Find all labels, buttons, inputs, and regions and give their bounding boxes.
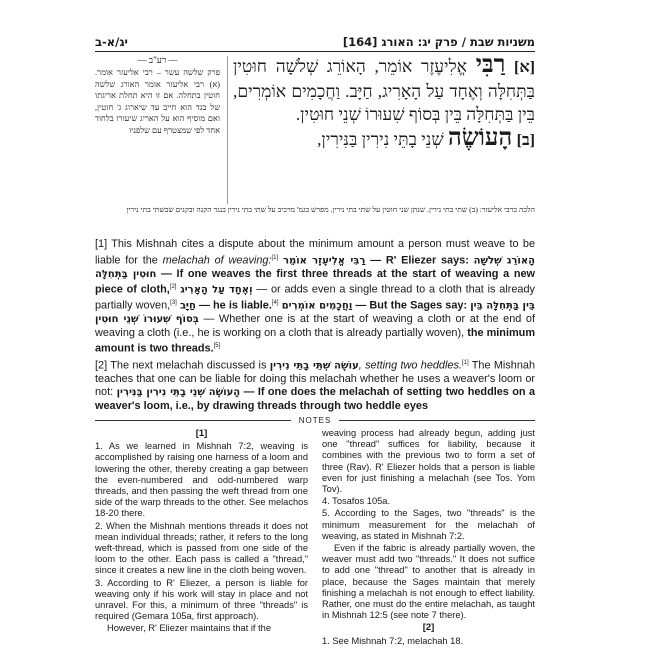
en-bold: — If one weaves the first three threads at the start of weaving a new piece of cloth,: [95, 267, 535, 296]
en-text: [1] This Mishnah cites a dispute about the minimum amount a person must weave to be liable for the: [95, 238, 535, 267]
hebrew-phrase: הָאוֹרֵג שְׁלֹשָׁה חוּטִין בַּתְּחִלָּה: [95, 255, 536, 280]
header-rule: [95, 51, 535, 52]
mishnah-2-number: [ב]: [516, 131, 535, 149]
mishnah-1-number: [א]: [514, 59, 535, 76]
en-bold: — he is liable.: [195, 299, 272, 312]
sidebar-ref: — רע"ב —: [137, 55, 178, 65]
notes-heading: [95, 416, 535, 425]
english-para-2: [2] The next melachah discussed is עוֹשֶׂה שְׁתֵּי בָתֵּי נִירִין, setting two heddles.[1] The Mishnah teaches that one can be liable for doing this melachah whether he uses a weaver's loom or not: הָעוֹשֶׂה שְׁנֵי בָתֵּי נִירִין בַּנִּירִין — If one does the melachah of setting two heddles on a weaver's loom, i.e., by drawing threads through two heddle eyes: [95, 359, 536, 412]
notes-rule-right: [339, 420, 535, 421]
note-5-continued: Even if the fabric is already partially woven, the weaver must add two "threads." It does not suffice to add one "thread" to another that is already in place, because the Sages maintain that merely finishing a melachah is not enough to effect liability. Rather, one must do the entire melachah, as taught in Mishnah 12:5 (see note 7 there).: [322, 543, 535, 621]
english-para-1: [1] This Mishnah cites a dispute about the minimum amount a person must weave to be liable for the melachah of weaving:[1] רַבִּי אֱלִיעֶזֶר אוֹמֵר — R' Eliezer says: הָאוֹרֵג שְׁלֹשָׁה חוּטִין בַּתְּחִלָּה — If one weaves the first three threads at the start of weaving a new piece of cloth,[2] וְאֶחָד עַל הָאָרִיג — or adds even a single thread to a cloth that is already partially woven,[3] חַיָּב — he is liable.[4] וַחֲכָמִים אוֹמְרִים — But the Sages say: בֵּין בַּתְּחִלָּה בֵּין בְּסוֹף שִׁעוּרוֹ שְׁנֵי חוּטִין — Whether one is at the start of weaving a cloth or at the end of weaving a cloth (i.e., he is working on a cloth that is already partially woven), the minimum amount is two threads.[5]: [95, 238, 536, 355]
mishnah-text: [233, 54, 535, 152]
en-bold: — But the Sages say:: [352, 299, 471, 312]
hebrew-phrase: הָעוֹשֶׂה שְׁנֵי בָתֵּי נִירִין בַּנִּירִין: [116, 387, 241, 399]
hebrew-phrase: וַחֲכָמִים אוֹמְרִים: [281, 300, 353, 312]
note-3-end: weaving process had already begun, adding just one "thread" suffices for liability, because it combines with the previous two to form a set of three (Rav). R' Eliezer holds that a person is liable even for just finishing a melachah (see Tos. Yom Tov).: [322, 428, 535, 495]
en-text: [2] The next melachah discussed is: [95, 359, 270, 372]
hebrew-phrase: בֵּין בַּתְּחִלָּה בֵּין בְּסוֹף שִׁעוּרוֹ שְׁנֵי חוּטִין: [95, 300, 536, 326]
en-bold: — R' Eliezer says:: [365, 254, 474, 267]
notes-group-2-heading: [2]: [422, 622, 435, 634]
notes-rule-left: [95, 420, 291, 421]
en-text: — or adds even a single thread to a cloth that is already partially woven,: [95, 283, 535, 312]
page-number: [164]: [342, 35, 378, 49]
mishnah-1-first-word: רַבִּי: [475, 52, 506, 78]
running-title: משניות שבת / פרק יג: האורג: [381, 35, 535, 49]
note-1: 1. As we learned in Mishnah 7:2, weaving is accomplished by raising one harness of a loom and lowering the other, thereby creating a gap between the even-numbered and odd-numbered warp threads, and then passing the weft thread from one side of the warp threads to the other. See melachos 18-20 there.: [95, 441, 308, 519]
book-page: [95, 34, 535, 646]
en-italic: , setting two heddles.: [358, 359, 462, 372]
running-head: [343, 35, 535, 49]
note-2-1: 1. See Mishnah 7:2, melachah 18.: [322, 635, 464, 646]
notes-column-left: [95, 428, 308, 636]
note-5: 5. According to the Sages, two "threads" is the minimum measurement for the melachah of weaving, as stated in Mishnah 7:2.: [322, 508, 535, 541]
mishnah-1: [233, 54, 535, 127]
hebrew-phrase: רַבִּי אֱלִיעֶזֶר אוֹמֵר: [282, 255, 366, 267]
en-bold: — If one does the melachah of setting two heddles on a weaver's loom, i.e., by drawing threads through two heddle eyes: [95, 386, 536, 412]
column-divider: [227, 56, 228, 204]
hebrew-phrase: עוֹשֶׂה שְׁתֵּי בָתֵּי נִירִין: [269, 360, 359, 372]
notes-title: NOTES: [298, 416, 332, 425]
en-bold: the minimum amount is two threads.: [95, 326, 536, 355]
chapter-ref: יג/א-ב: [95, 35, 128, 49]
rav-commentary-sidebar: [95, 54, 220, 244]
en-text: The Mishnah teaches that one can be liable for doing this melachah whether he uses a weaver's loom or not:: [95, 359, 536, 399]
hebrew-phrase: חַיָּב: [179, 300, 196, 312]
hebrew-phrase: וְאֶחָד עַל הָאָרִיג: [180, 284, 253, 296]
page-header: [95, 34, 535, 50]
sidebar-text: פרק שלשה עשר – רבי אליעזר אומר. (א) רבי אליעזר אומר האורג שלשה חוטין בתחלה. אם זו היא תחלת אריגתו של בגד הוא חייב עד שיארוג ג' חוטין, ואם מוסיף הוא על האריג שיעורו בלחוד אחד לפי שמצטרף עם שלפניו: [95, 68, 220, 136]
en-italic: melachah of weaving:: [162, 254, 272, 267]
en-text: — Whether one is at the start of weaving a cloth or at the end of weaving a cloth (i.e., he is working on a cloth that is already partially woven),: [95, 313, 535, 339]
mishnah-2-body: שְׁנֵי בָתֵּי נִירִין בַּנִּירִין,: [317, 129, 444, 149]
note-3: 3. According to R' Eliezer, a person is liable for weaving only if his work will stay in place and not unravel. For this, a minimum of three "threads" is required (Gemara 105a, first approach).: [95, 577, 308, 622]
mishnah-1-body: אֱלִיעֶזֶר אוֹמֵר, הָאוֹרֵג שְׁלֹשָׁה חוּטִין בַּתְּחִלָּה וְאֶחָד עַל הָאָרִיג, חַיָּב. וַחֲכָמִים אוֹמְרִים, בֵּין בַּתְּחִלָּה בֵּין בְּסוֹף שִׁעוּרוֹ שְׁנֵי חוּטִין.: [233, 57, 535, 124]
english-elucidation: [95, 238, 535, 413]
mishnah-2-first-word: הָעוֹשֶׂה: [447, 124, 513, 151]
notes-column-right: [322, 428, 535, 648]
note-3-continued: However, R' Eliezer maintains that if the: [107, 623, 272, 634]
notes-group-1-heading: [1]: [195, 428, 208, 439]
bottom-commentary: הלכה כרבי אליעזר: (ב) שתי בתי נירין. שנתן שני חוטין על שתי בתי נירין. מפרש בגמ' מרכיב על שתי בתי נירין בנגד הקנה ובקנים שבשתי בתי נירין: [126, 205, 535, 214]
note-4: 4. Tosafos 105a.: [322, 496, 391, 507]
note-2: 2. When the Mishnah mentions threads it does not mean individual threads; rather, it refers to the long weft-thread, which is passed from one side of the loom to the other. Each pass is called a "thread," since it creates a new line in the cloth being woven.: [95, 520, 308, 576]
mishnah-2: [233, 124, 535, 153]
